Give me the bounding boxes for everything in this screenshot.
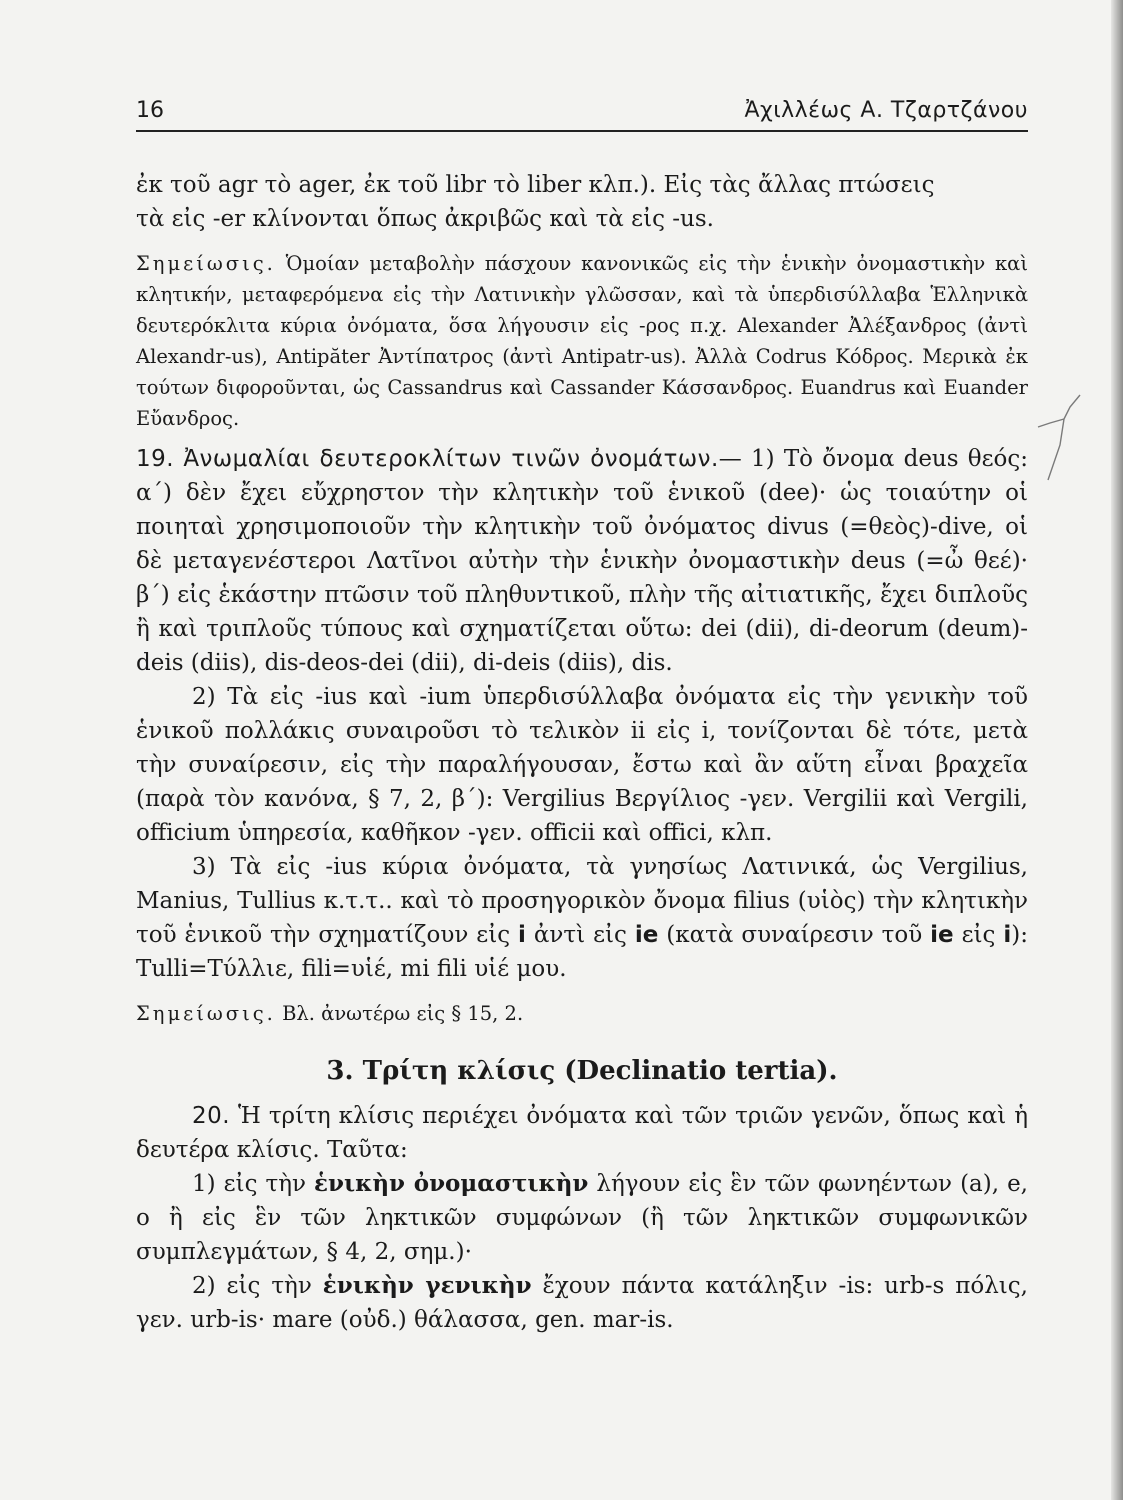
- note-label: Σημείωσις.: [136, 1002, 276, 1025]
- section-20-item-1: [136, 1167, 1028, 1269]
- text-run: λήγουν εἰς ἓν τῶν φωνηέντων (a), e, o ἢ εἰς ἓν τῶν ληκτικῶν συμφώνων (ἢ τῶν ληκτικῶν συμφωνικῶν συμπλεγμάτων, § 4, 2, σημ.)·: [136, 1171, 1028, 1265]
- continuation-line-2: τὰ εἰς -er κλίνονται ὅπως ἀκριβῶς καὶ τὰ εἰς -us.: [136, 206, 714, 232]
- text-run: ἀντὶ εἰς: [525, 922, 635, 948]
- section-20-item-2: [136, 1269, 1028, 1337]
- text-run: εἰς: [953, 922, 1004, 948]
- text-run: ): Tulli=Τύλλιε, fili=υἱέ, mi fili υἱέ μου.: [136, 922, 1028, 982]
- bold-term: i: [518, 922, 526, 948]
- section-19-text-1: — 1) Τὸ ὄνομα deus θεός: α΄) δὲν ἔχει εὔχρηστον τὴν κλητικὴν τοῦ ἑνικοῦ (dee)· ὡς τοιαύτην οἱ ποιηταὶ χρησιμοποιοῦν τὴν κλητικὴν τοῦ ὀνόματος divus (=θεὸς)-dive, οἱ δὲ μεταγενέστεροι Λατῖνοι αὐτὴν τὴν ἑνικὴν ὀνομαστικὴν deus (=ὦ θεέ)· β΄) εἰς ἑκάστην πτῶσιν τοῦ πληθυντικοῦ, πλὴν τῆς αἰτιατικῆς, ἔχει διπλοῦς ἢ καὶ τριπλοῦς τύπους καὶ σχηματίζεται οὕτω: dei (dii), di-deorum (deum)-deis (diis), dis-deos-dei (dii), di-deis (diis), dis.: [136, 446, 1029, 676]
- running-head: Ἀχιλλέως Α. Τζαρτζάνου: [744, 98, 1028, 123]
- bold-term: ie: [930, 922, 954, 948]
- continuation-line-1: ἐκ τοῦ agr τὸ ager, ἐκ τοῦ libr τὸ liber κλπ.). Εἰς τὰς ἄλλας πτώσεις: [136, 172, 935, 198]
- bold-term: ἑνικὴν γενικὴν: [322, 1272, 532, 1299]
- note-paragraph-1: [136, 248, 1028, 434]
- section-19-paragraph-2: 2) Τὰ εἰς -ius καὶ -ium ὑπερδισύλλαβα ὀνόματα εἰς τὴν γενικὴν τοῦ ἑνικοῦ πολλάκις συναιροῦσι τὸ τελικὸν ii εἰς i, τονίζονται δὲ τότε, μετὰ τὴν συναίρεσιν, εἰς τὴν παραλήγουσαν, ἔστω καὶ ἂν αὕτη εἶναι βραχεῖα (παρὰ τὸν κανόνα, § 7, 2, β΄): Vergilius Βεργίλιος -γεν. Vergilii καὶ Vergili, officium ὑπηρεσία, καθῆκον -γεν. officii καὶ offici, κλπ.: [136, 684, 1028, 846]
- bold-term: i: [1003, 922, 1012, 948]
- section-20-intro: [136, 1099, 1028, 1167]
- text-run: 1) εἰς τὴν: [192, 1171, 315, 1197]
- text-run: ἔχουν πάντα κατάληξιν -is: urb-s πόλις, γεν. urb-is· mare (οὐδ.) θάλασσα, gen. mar-is.: [136, 1273, 1028, 1333]
- page-number: 16: [136, 98, 164, 123]
- pencil-annotation-mark: [1030, 385, 1090, 485]
- page-body: [136, 168, 1028, 1337]
- section-19-paragraph-3: [136, 850, 1028, 986]
- page-edge-shadow: [1111, 0, 1123, 1500]
- section-title: Ἀνωμαλίαι δευτεροκλίτων τινῶν ὀνομάτων.: [183, 446, 719, 472]
- note-text: Βλ. ἀνωτέρω εἰς § 15, 2.: [275, 1002, 524, 1025]
- note-paragraph-2: [136, 998, 1028, 1029]
- section-number: 19.: [136, 446, 175, 472]
- page-header: [136, 96, 1028, 132]
- text-run: 3) Τὰ εἰς -ius κύρια ὀνόματα, τὰ γνησίως Λατινικά, ὡς Vergilius, Manius, Tullius κ.τ.τ.. καὶ τὸ προσηγορικὸν ὄνομα filius (υἱὸς) τὴν κλητικὴν τοῦ ἑνικοῦ τὴν σχηματίζουν εἰς: [136, 854, 1028, 948]
- section-20-intro-text: Ἡ τρίτη κλίσις περιέχει ὀνόματα καὶ τῶν τριῶν γενῶν, ὅπως καὶ ἡ δευτέρα κλίσις. Ταῦτα:: [136, 1103, 1028, 1163]
- text-run: 2) εἰς τὴν: [192, 1273, 323, 1299]
- section-19-paragraph-1: [136, 442, 1028, 680]
- section-number: 20.: [192, 1103, 231, 1129]
- note-text: Ὁμοίαν μεταβολὴν πάσχουν κανονικῶς εἰς τὴν ἑνικὴν ὀνομαστικὴν καὶ κλητικήν, μεταφερόμενα εἰς τὴν Λατινικὴν γλῶσσαν, καὶ τὰ ὑπερδισύλλαβα Ἑλληνικὰ δευτερόκλιτα κύρια ὀνόματα, ὅσα λήγουσιν εἰς -ρος π.χ. Alexander Ἀλέξανδρος (ἀντὶ Alexandr-us), Antipăter Ἀντίπατρος (ἀντὶ Antipatr-us). Ἀλλὰ Codrus Κόδρος. Μερικὰ ἐκ τούτων διφοροῦνται, ὡς Cassandrus καὶ Cassander Κάσσανδρος. Euandrus καὶ Euander Εὔανδρος.: [136, 252, 1028, 430]
- note-label: Σημείωσις.: [136, 252, 276, 275]
- bold-term: ie: [634, 922, 659, 948]
- bold-term: ἑνικὴν ὀνομαστικὴν: [314, 1170, 589, 1197]
- section-3-heading: 3. Τρίτη κλίσις (Declinatio tertia).: [326, 1056, 838, 1086]
- text-run: (κατὰ συναίρεσιν τοῦ: [658, 922, 931, 948]
